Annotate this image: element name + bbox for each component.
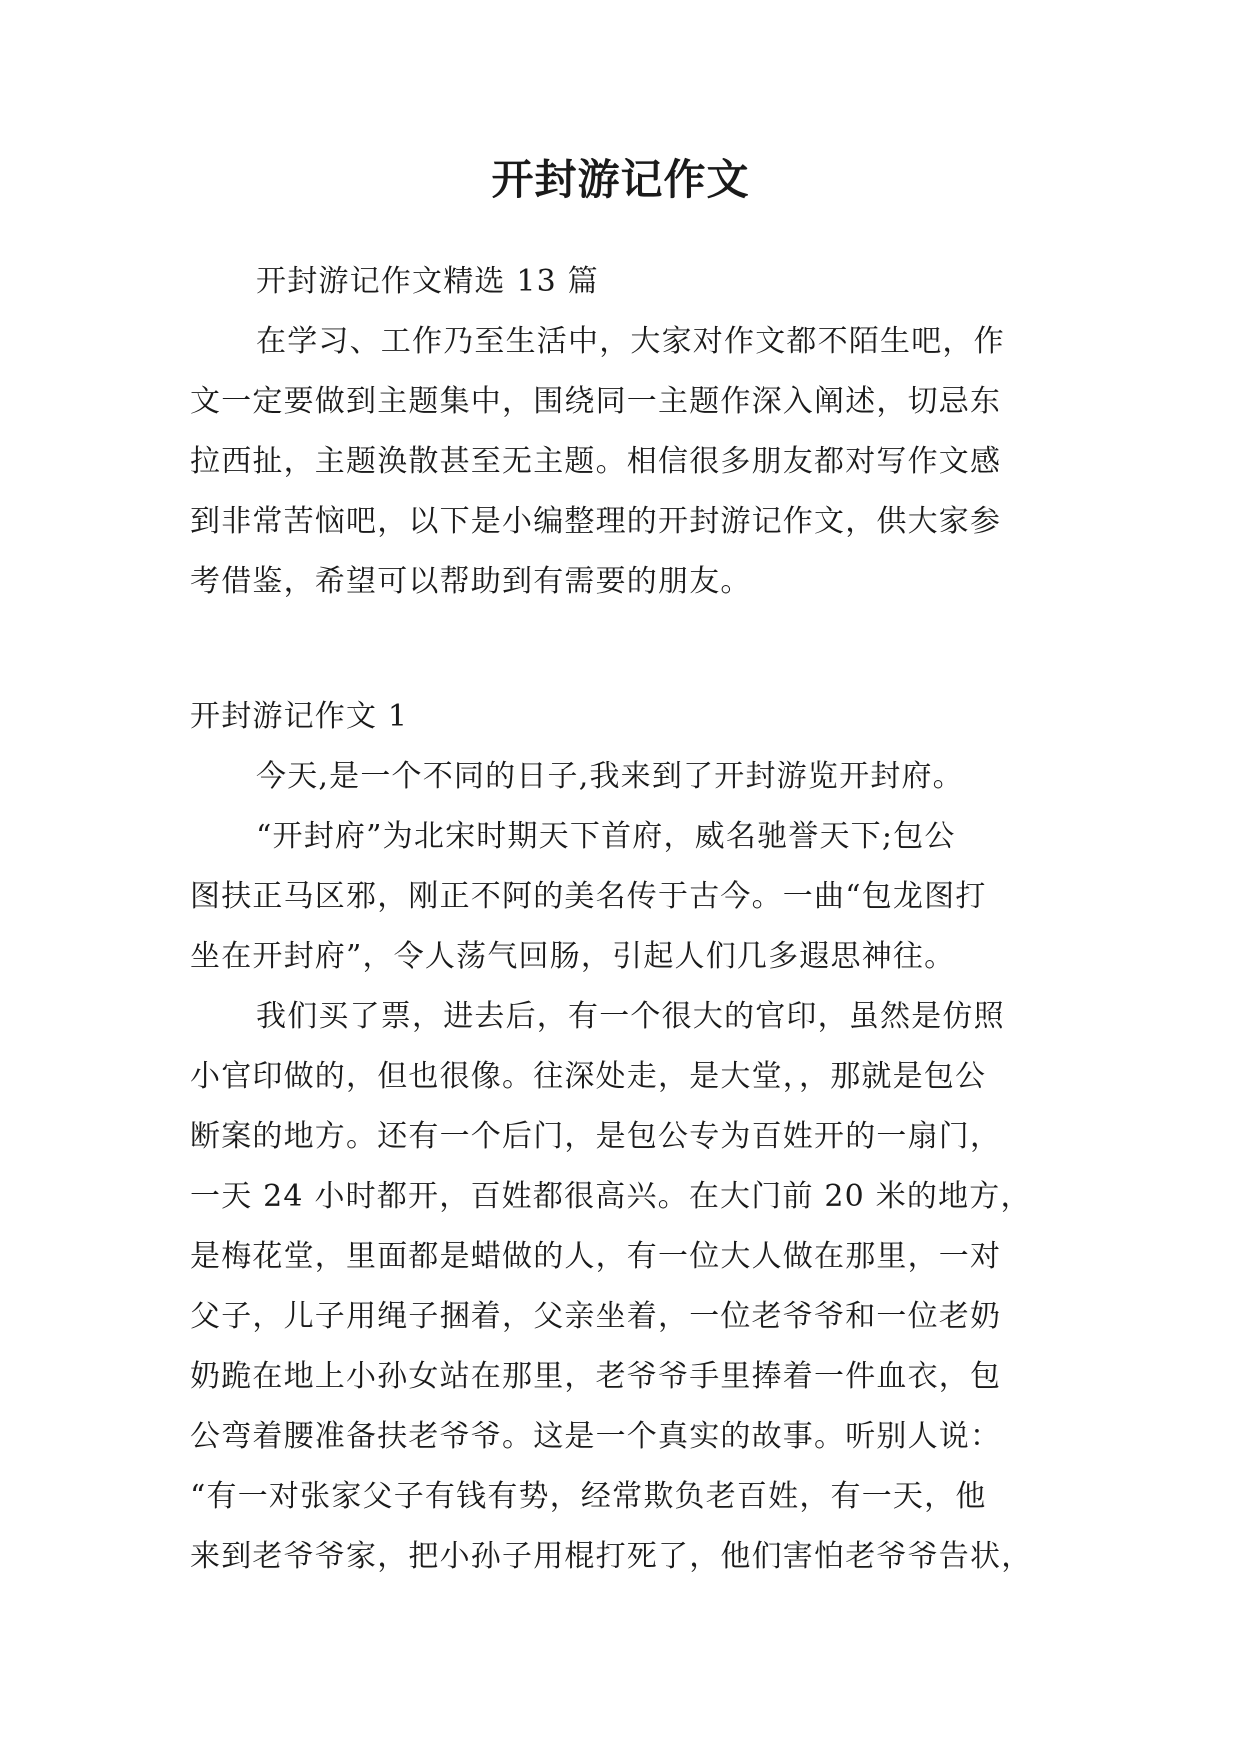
text-line: 坐在开封府”，令人荡气回肠，引起人们几多遐思神往。 [190,939,956,974]
text-line: 是梅花堂，里面都是蜡做的人，有一位大人做在那里，一对 [190,1239,1002,1274]
text-line: 奶跪在地上小孙女站在那里，老爷爷手里捧着一件血衣，包 [190,1359,1002,1394]
section-heading: 开封游记作文 1 [190,699,409,734]
text-line: 开封游记作文精选 13 篇 [256,264,599,299]
text-line: 到非常苦恼吧，以下是小编整理的开封游记作文，供大家参 [190,504,1002,539]
text-line: 父子，儿子用绳子捆着，父亲坐着，一位老爷爷和一位老奶 [190,1299,1002,1334]
text-line: 在学习、工作乃至生活中，大家对作文都不陌生吧，作 [256,324,1005,359]
text-line: 拉西扯，主题涣散甚至无主题。相信很多朋友都对写作文感 [190,444,1002,479]
text-line: 公弯着腰准备扶老爷爷。这是一个真实的故事。听别人说： [190,1419,1002,1454]
text-line: 图扶正马区邪，刚正不阿的美名传于古今。一曲“包龙图打 [190,879,987,914]
text-line: “有一对张家父子有钱有势，经常欺负老百姓，有一天，他 [190,1479,987,1514]
text-line: 文一定要做到主题集中，围绕同一主题作深入阐述，切忌东 [190,384,1002,419]
text-line: 考借鉴，希望可以帮助到有需要的朋友。 [190,564,752,599]
text-line: 一天 24 小时都开，百姓都很高兴。在大门前 20 米的地方， [190,1179,1032,1214]
text-line: 小官印做的，但也很像。往深处走，是大堂，，那就是包公 [190,1059,987,1094]
text-line: 断案的地方。还有一个后门，是包公专为百姓开的一扇门， [190,1119,1002,1154]
text-line: 我们买了票，进去后，有一个很大的官印，虽然是仿照 [256,999,1005,1034]
text-line: 今天,是一个不同的日子,我来到了开封游览开封府。 [256,759,964,794]
document-title: 开封游记作文 [491,155,750,204]
text-line: “开封府”为北宋时期天下首府，威名驰誉天下;包公 [256,819,956,854]
intro-block [190,252,1070,612]
essay-block [190,687,1070,1587]
text-line: 来到老爷爷家，把小孙子用棍打死了，他们害怕老爷爷告状， [190,1539,1033,1574]
